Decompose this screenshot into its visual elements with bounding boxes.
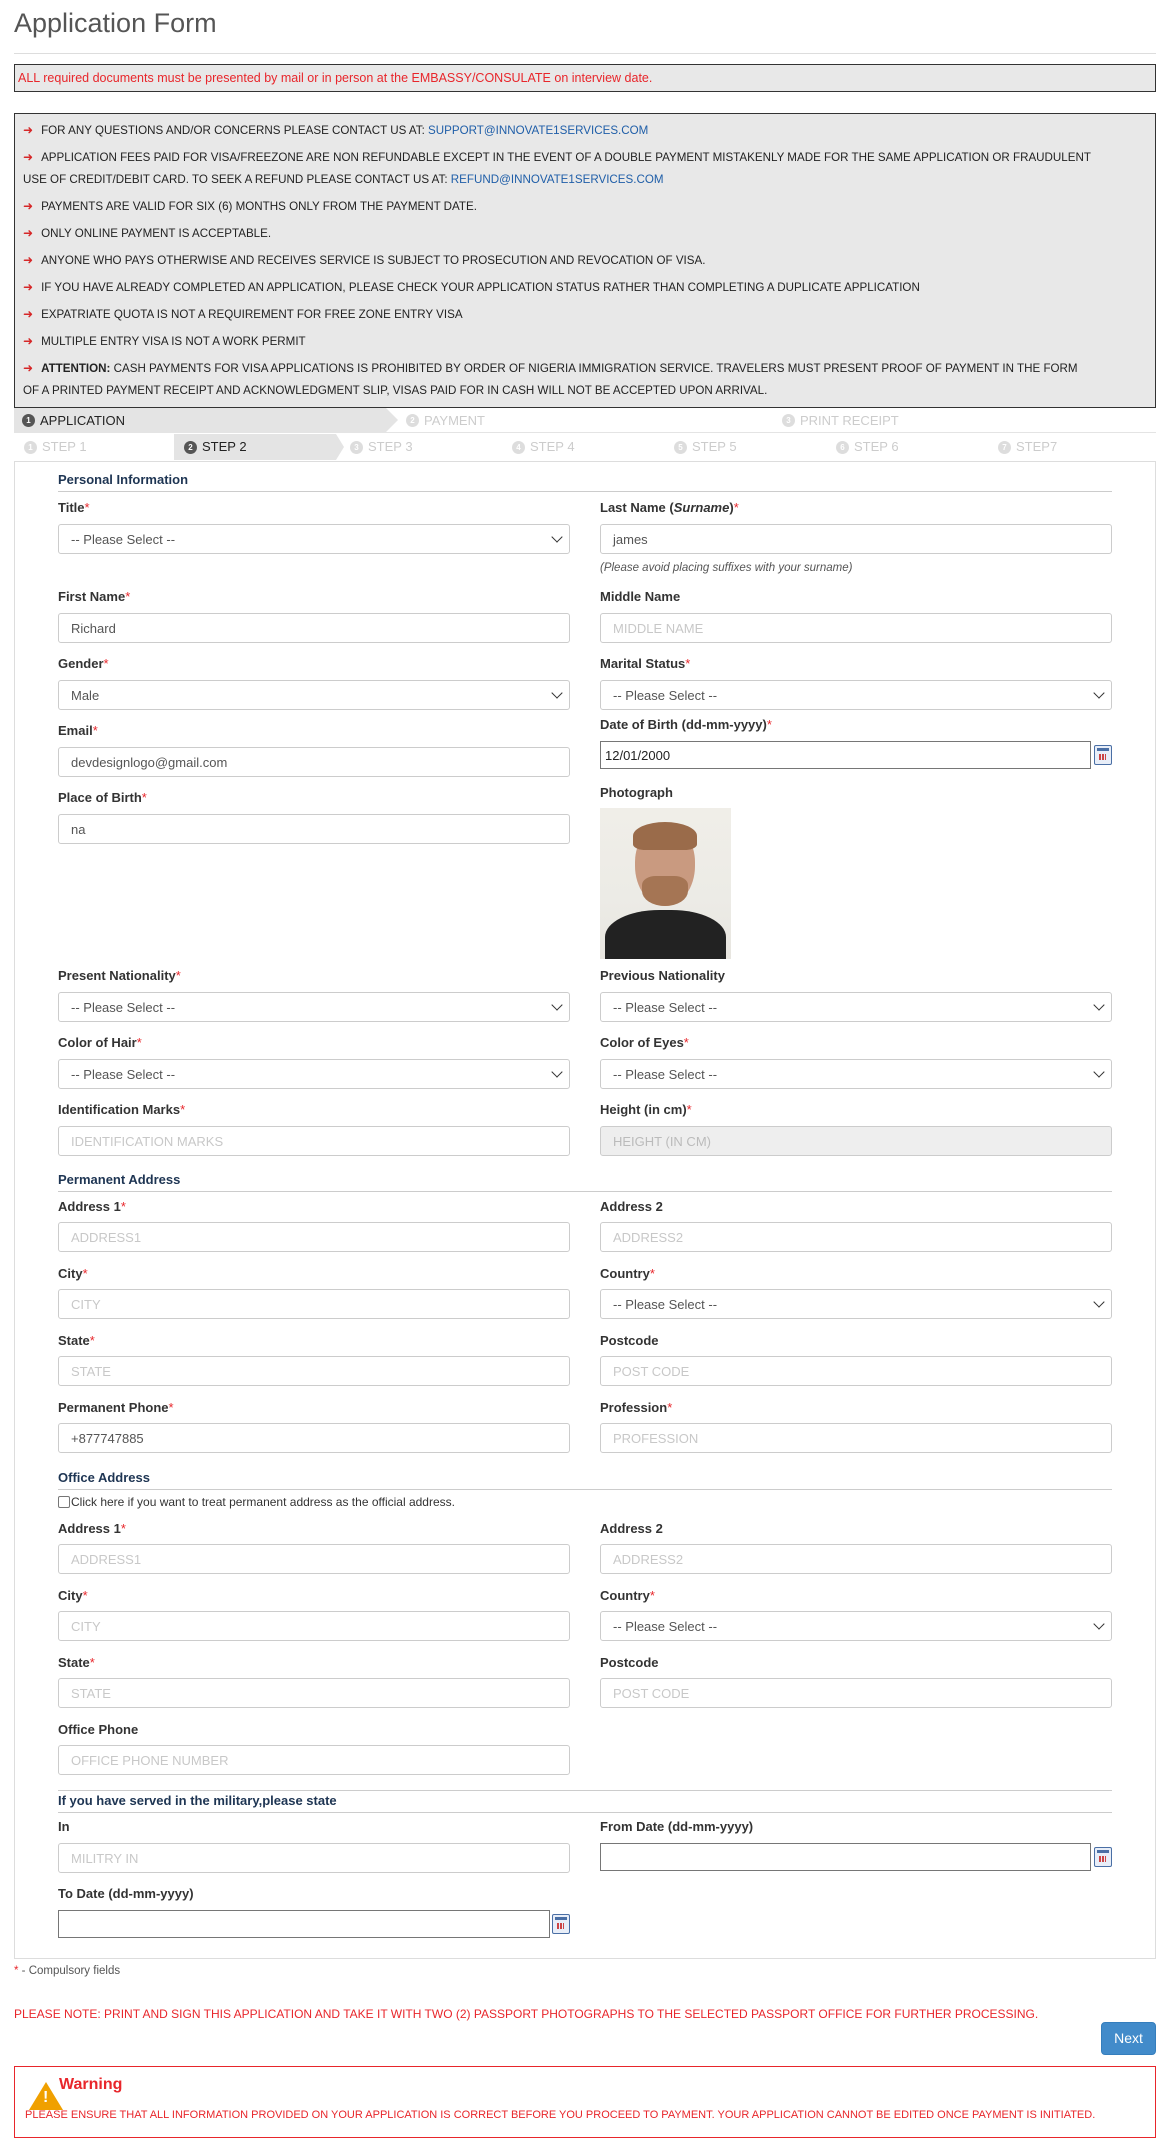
documents-notice: ALL required documents must be presented by mail or in person at the EMBASSY/CONSULATE on interview date. (14, 64, 1156, 92)
step-application: 1 APPLICATION (14, 408, 386, 433)
section-permanent-address: Permanent Address (58, 1172, 1112, 1192)
arrow-right-icon: ➜ (23, 123, 34, 137)
info-item: ➜ ANYONE WHO PAYS OTHERWISE AND RECEIVES SERVICE IS SUBJECT TO PROSECUTION AND REVOCATION OF VISA. (23, 253, 706, 267)
info-item: ➜ EXPATRIATE QUOTA IS NOT A REQUIREMENT FOR FREE ZONE ENTRY VISA (23, 307, 463, 321)
office-country-select[interactable]: -- Please Select -- (600, 1611, 1112, 1641)
applicant-photo (600, 808, 731, 959)
gender-label: Gender* (58, 656, 109, 671)
substep-4: 4 STEP 4 (502, 434, 664, 460)
last-name-input[interactable]: james (600, 524, 1112, 554)
office-state-input[interactable]: STATE (58, 1678, 570, 1708)
chevron-down-icon (1093, 687, 1104, 698)
office-phone-input[interactable]: OFFICE PHONE NUMBER (58, 1745, 570, 1775)
chevron-down-icon (1093, 999, 1104, 1010)
perm-state-input[interactable]: STATE (58, 1356, 570, 1386)
office-address2-input[interactable]: ADDRESS2 (600, 1544, 1112, 1574)
hair-color-label: Color of Hair* (58, 1035, 142, 1050)
office-address1-label: Address 1* (58, 1521, 126, 1536)
substep-3: 3 STEP 3 (340, 434, 502, 460)
perm-phone-input[interactable]: +877747885 (58, 1423, 570, 1453)
arrow-right-icon: ➜ (23, 226, 34, 240)
substep-6: 6 STEP 6 (826, 434, 988, 460)
print-note: PLEASE NOTE: PRINT AND SIGN THIS APPLICATION AND TAKE IT WITH TWO (2) PASSPORT PHOTOGRAPHS TO THE SELECTED PASSPORT OFFICE FOR FURTHER PROCESSING. (14, 2007, 1039, 2021)
previous-nationality-select[interactable]: -- Please Select -- (600, 992, 1112, 1022)
perm-phone-label: Permanent Phone* (58, 1400, 174, 1415)
arrow-right-icon: ➜ (23, 253, 34, 267)
page-title: Application Form (14, 8, 217, 38)
eye-color-label: Color of Eyes* (600, 1035, 689, 1050)
chevron-down-icon (551, 1066, 562, 1077)
office-postcode-label: Postcode (600, 1655, 659, 1670)
arrow-right-icon: ➜ (23, 150, 34, 164)
height-input[interactable]: HEIGHT (IN CM) (600, 1126, 1112, 1156)
next-button[interactable]: Next (1101, 2022, 1156, 2055)
calendar-icon[interactable] (1094, 745, 1112, 765)
chevron-down-icon (551, 531, 562, 542)
dob-label: Date of Birth (dd-mm-yyyy)* (600, 717, 772, 732)
title-select[interactable]: -- Please Select -- (58, 524, 570, 554)
chevron-down-icon (551, 687, 562, 698)
calendar-icon[interactable] (1094, 1847, 1112, 1867)
perm-postcode-input[interactable]: POST CODE (600, 1356, 1112, 1386)
perm-country-select[interactable]: -- Please Select -- (600, 1289, 1112, 1319)
info-item: ➜ IF YOU HAVE ALREADY COMPLETED AN APPLICATION, PLEASE CHECK YOUR APPLICATION STATUS RATHER THAN COMPLETING A DUPLICATE APPLICATION (23, 280, 920, 294)
last-name-label: Last Name (Surname)* (600, 500, 739, 515)
hair-color-select[interactable]: -- Please Select -- (58, 1059, 570, 1089)
substep-2: 2 STEP 2 (174, 434, 336, 460)
progress-steps (14, 408, 1156, 461)
perm-address2-label: Address 2 (600, 1199, 663, 1214)
identification-marks-input[interactable]: IDENTIFICATION MARKS (58, 1126, 570, 1156)
substep-7: 7 STEP7 (988, 434, 1150, 460)
military-in-label: In (58, 1819, 70, 1834)
first-name-label: First Name* (58, 589, 131, 604)
office-address1-input[interactable]: ADDRESS1 (58, 1544, 570, 1574)
chevron-down-icon (1093, 1618, 1104, 1629)
refund-email-link[interactable]: REFUND@INNOVATE1SERVICES.COM (450, 173, 664, 186)
info-box (14, 113, 1156, 408)
title-divider (14, 53, 1156, 54)
chevron-down-icon (1093, 1296, 1104, 1307)
chevron-down-icon (1093, 1066, 1104, 1077)
info-item: ➜ FOR ANY QUESTIONS AND/OR CONCERNS PLEASE CONTACT US AT: SUPPORT@INNOVATE1SERVICES.COM (23, 123, 649, 137)
to-date-label: To Date (dd-mm-yyyy) (58, 1886, 194, 1901)
eye-color-select[interactable]: -- Please Select -- (600, 1059, 1112, 1089)
perm-city-label: City* (58, 1266, 88, 1281)
present-nationality-label: Present Nationality* (58, 968, 181, 983)
office-address2-label: Address 2 (600, 1521, 663, 1536)
first-name-input[interactable]: Richard (58, 613, 570, 643)
office-postcode-input[interactable]: POST CODE (600, 1678, 1112, 1708)
office-country-label: Country* (600, 1588, 655, 1603)
warning-icon: ! (29, 2082, 63, 2110)
step-print-receipt: 3 PRINT RECEIPT (774, 408, 1144, 433)
perm-address1-input[interactable]: ADDRESS1 (58, 1222, 570, 1252)
office-city-input[interactable]: CITY (58, 1611, 570, 1641)
middle-name-input[interactable]: MIDDLE NAME (600, 613, 1112, 643)
previous-nationality-label: Previous Nationality (600, 968, 725, 983)
identification-marks-label: Identification Marks* (58, 1102, 186, 1117)
arrow-right-icon: ➜ (23, 307, 34, 321)
perm-postcode-label: Postcode (600, 1333, 659, 1348)
title-label: Title* (58, 500, 90, 515)
office-state-label: State* (58, 1655, 95, 1670)
profession-input[interactable]: PROFESSION (600, 1423, 1112, 1453)
military-in-input[interactable]: MILITRY IN (58, 1843, 570, 1873)
same-address-checkbox[interactable] (58, 1496, 70, 1508)
perm-address1-label: Address 1* (58, 1199, 126, 1214)
warning-text: PLEASE ENSURE THAT ALL INFORMATION PROVIDED ON YOUR APPLICATION IS CORRECT BEFORE YOU PROCEED TO PAYMENT. YOUR APPLICATION CANNOT BE EDITED ONCE PAYMENT IS INITIATED. (25, 2109, 1096, 2121)
gender-select[interactable]: Male (58, 680, 570, 710)
perm-address2-input[interactable]: ADDRESS2 (600, 1222, 1112, 1252)
arrow-right-icon: ➜ (23, 280, 34, 294)
support-email-link[interactable]: SUPPORT@INNOVATE1SERVICES.COM (428, 124, 649, 137)
chevron-down-icon (551, 999, 562, 1010)
height-label: Height (in cm)* (600, 1102, 692, 1117)
perm-state-label: State* (58, 1333, 95, 1348)
from-date-label: From Date (dd-mm-yyyy) (600, 1819, 754, 1834)
perm-city-input[interactable]: CITY (58, 1289, 570, 1319)
info-item: ➜ MULTIPLE ENTRY VISA IS NOT A WORK PERMIT (23, 334, 306, 348)
profession-label: Profession* (600, 1400, 673, 1415)
section-military: If you have served in the military,please state (58, 1790, 1112, 1813)
middle-name-label: Middle Name (600, 589, 681, 604)
substep-1: 1 STEP 1 (14, 434, 174, 460)
email-field[interactable]: devdesignlogo@gmail.com (58, 747, 570, 777)
marital-status-select[interactable]: -- Please Select -- (600, 680, 1112, 710)
info-item: ➜ ONLY ONLINE PAYMENT IS ACCEPTABLE. (23, 226, 272, 240)
arrow-right-icon: ➜ (23, 199, 34, 213)
info-item: ➜ PAYMENTS ARE VALID FOR SIX (6) MONTHS ONLY FROM THE PAYMENT DATE. (23, 199, 477, 213)
perm-country-label: Country* (600, 1266, 655, 1281)
section-personal-information: Personal Information (58, 472, 1112, 492)
same-address-checkbox-row[interactable]: Click here if you want to treat permanent address as the official address. (58, 1495, 455, 1509)
info-item: ➜ APPLICATION FEES PAID FOR VISA/FREEZONE ARE NON REFUNDABLE EXCEPT IN THE EVENT OF A DOUBLE PAYMENT MISTAKENLY MADE FOR THE SAME APPLICATION OR FRAUDULENT USE OF CREDIT/DEBIT CARD. TO SEEK A REFUND PLEASE CONTACT US AT: REFUND@INNOVATE1SERVICES.COM (23, 150, 1091, 186)
email-label: Email* (58, 723, 98, 738)
warning-box (14, 2066, 1156, 2138)
place-of-birth-label: Place of Birth* (58, 790, 147, 805)
arrow-right-icon: ➜ (23, 334, 34, 348)
photograph-label: Photograph (600, 785, 673, 800)
substep-5: 5 STEP 5 (664, 434, 826, 460)
step-payment: 2 PAYMENT (398, 408, 768, 433)
surname-hint: (Please avoid placing suffixes with your surname) (600, 562, 853, 574)
marital-status-label: Marital Status* (600, 656, 691, 671)
to-date-input[interactable] (58, 1910, 550, 1938)
dob-input[interactable]: 12/01/2000 (600, 741, 1091, 769)
place-of-birth-input[interactable]: na (58, 814, 570, 844)
office-phone-label: Office Phone (58, 1722, 139, 1737)
compulsory-legend: * - Compulsory fields (14, 1965, 121, 1977)
calendar-icon[interactable] (552, 1914, 570, 1934)
warning-title: Warning (59, 2076, 123, 2093)
from-date-input[interactable] (600, 1843, 1091, 1871)
present-nationality-select[interactable]: -- Please Select -- (58, 992, 570, 1022)
office-city-label: City* (58, 1588, 88, 1603)
section-office-address: Office Address (58, 1470, 1112, 1490)
arrow-right-icon: ➜ (23, 361, 34, 375)
info-item: ➜ ATTENTION: CASH PAYMENTS FOR VISA APPLICATIONS IS PROHIBITED BY ORDER OF NIGERIA IMMIGRATION SERVICE. TRAVELERS MUST PRESENT PROOF OF PAYMENT IN THE FORM OF A PRINTED PAYMENT RECEIPT AND ACKNOWLEDGMENT SLIP, VISAS PAID FOR IN CASH WILL NOT BE ACCEPTED UPON ARRIVAL. (23, 361, 1078, 397)
